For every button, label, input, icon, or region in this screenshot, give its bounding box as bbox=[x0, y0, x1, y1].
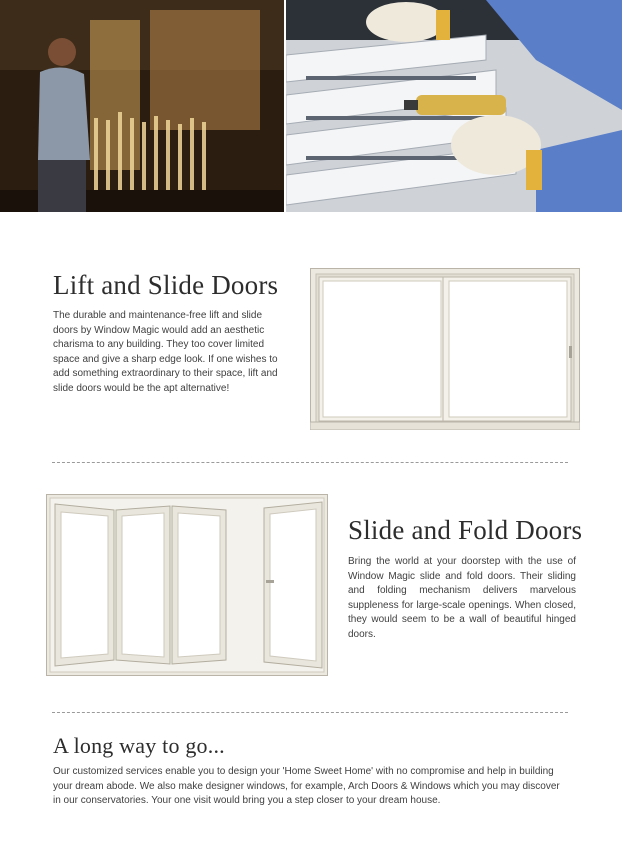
section-divider bbox=[52, 462, 568, 463]
long-way-description: Our customized services enable you to design your 'Home Sweet Home' with no compromise and help in building your dream abode. We also make designer windows, for example, Arch Doors & Windows which you may discover in our conservatories. Your one visit would bring you a step closer to your dream house. bbox=[53, 766, 560, 807]
section-divider bbox=[52, 712, 568, 713]
lift-slide-description: The durable and maintenance-free lift and slide doors by Window Magic would add an aesthetic charisma to any building. They too cover limited space and give a sharp edge look. If one wishes to add something extraordinary to their space, lift and slide doors would be the apt alternative! bbox=[53, 310, 278, 394]
factory-photo-art bbox=[0, 0, 284, 212]
slide-fold-door-image bbox=[46, 494, 328, 681]
long-way-title: A long way to go... bbox=[53, 733, 225, 758]
lift-slide-title: Lift and Slide Doors bbox=[53, 270, 279, 300]
lift-slide-door-drawing bbox=[310, 268, 580, 430]
assembly-photo-art bbox=[286, 0, 622, 212]
lift-slide-door-image bbox=[310, 268, 580, 435]
slide-fold-door-drawing bbox=[46, 494, 328, 676]
factory-photo bbox=[0, 0, 284, 212]
slide-fold-description: Bring the world at your doorstep with the use of Window Magic slide and fold doors. Their sliding and folding mechanism delivers marvelous suppleness for large-scale openings. When closed, they would seem to be a wall of beautiful hinged doors. bbox=[348, 556, 576, 640]
assembly-photo bbox=[286, 0, 622, 212]
slide-fold-title: Slide and Fold Doors bbox=[348, 515, 583, 545]
